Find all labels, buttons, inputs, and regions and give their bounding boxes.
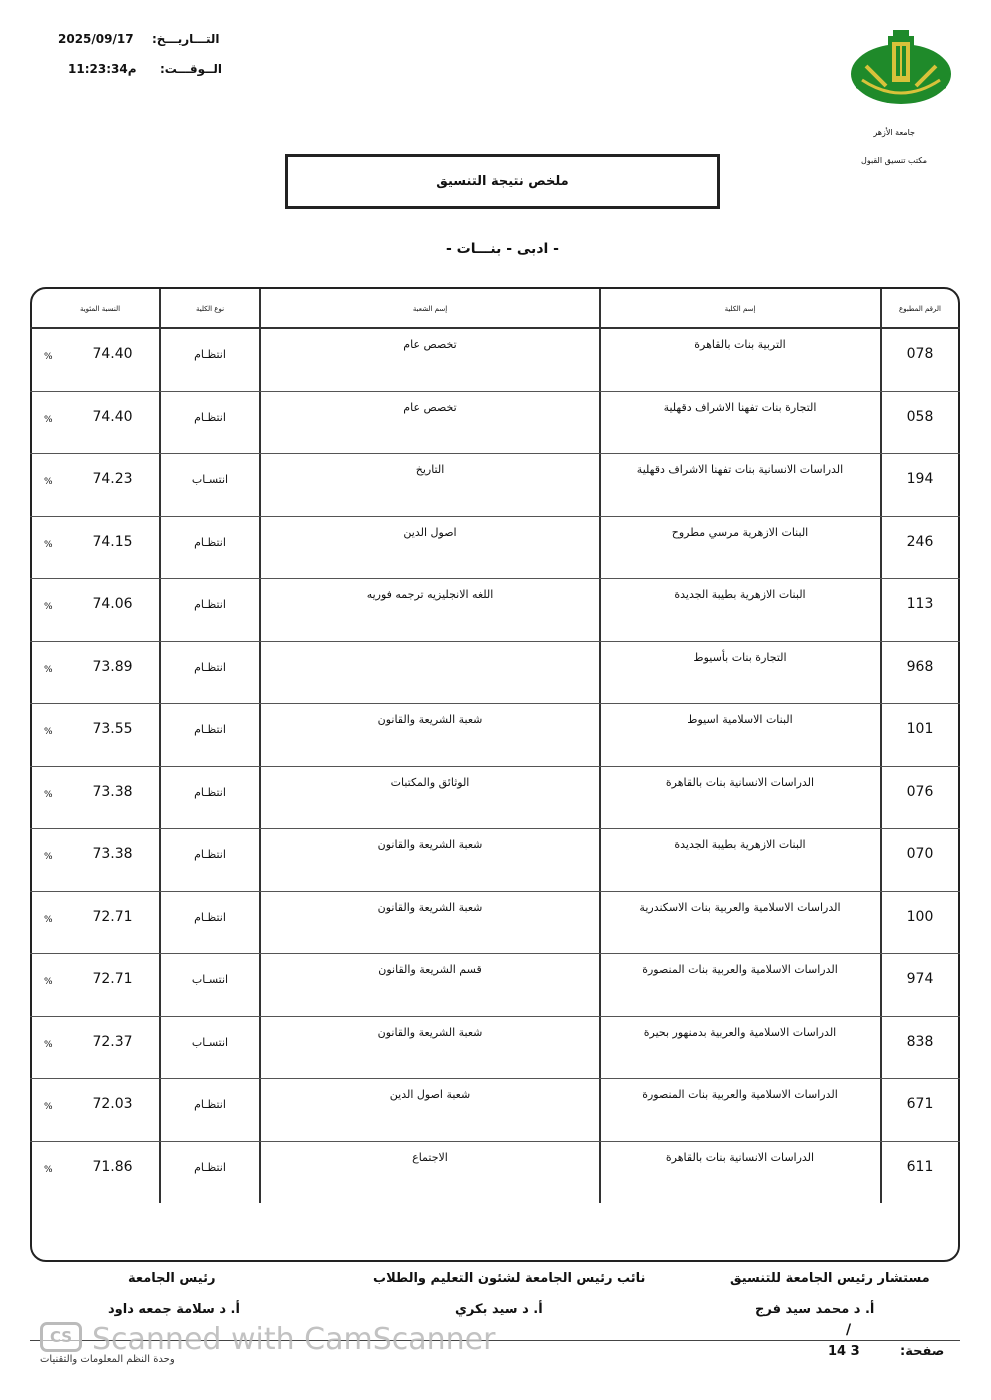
university-logo	[846, 26, 956, 118]
row-percentage: 73.55	[92, 721, 133, 737]
row-percentage: 74.06	[92, 596, 133, 612]
row-type: انتظـام	[194, 348, 226, 361]
row-branch: شعبة الشريعة والقانون	[377, 713, 483, 726]
vice-president-name: أ. د سيد بكري	[455, 1302, 543, 1317]
row-college: الدراسات الاسلامية والعربية بنات الاسكندرية	[639, 900, 841, 914]
camscanner-watermark: Scanned with CamScanner	[92, 1322, 496, 1357]
row-branch: شعبة الشريعة والقانون	[377, 1025, 483, 1039]
row-college: التجارة بنات تفهنا الاشراف دقهلية	[663, 400, 817, 414]
row-college: الدراسات الاسلامية والعربية بنات المنصورة	[642, 963, 838, 976]
row-number: 968	[906, 658, 934, 675]
row-number: 058	[906, 408, 934, 425]
row-number: 100	[906, 908, 934, 925]
table-row	[30, 766, 960, 828]
row-college: الدراسات الانسانية بنات بالقاهرة	[665, 1150, 815, 1164]
row-college: التربية بنات بالقاهرة	[694, 338, 786, 351]
row-percentage: 74.40	[92, 408, 133, 425]
row-percent-sign: %	[44, 1102, 53, 1112]
row-branch: شعبة الشريعة والقانون	[377, 838, 483, 851]
row-percent-sign: %	[44, 914, 53, 925]
row-number: 838	[906, 1033, 934, 1050]
advisor-title: مستشار رئيس الجامعة للتنسيق	[730, 1271, 930, 1286]
row-branch: شعبة الشريعة والقانون	[377, 900, 483, 914]
row-branch: اصول الدين	[403, 525, 457, 539]
row-college: الدراسات الاسلامية والعربية بنات المنصورة	[642, 1088, 838, 1101]
row-percent-sign: %	[44, 664, 53, 675]
row-percentage: 72.03	[92, 1096, 133, 1112]
row-percentage: 72.37	[92, 1033, 133, 1050]
camscanner-icon: CS	[40, 1322, 82, 1352]
row-percent-sign: %	[44, 539, 53, 550]
row-number: 611	[906, 1158, 934, 1175]
row-percentage: 74.15	[92, 533, 133, 550]
header-college: إسم الكلية	[724, 305, 756, 313]
row-number: 194	[906, 471, 934, 487]
row-number: 070	[906, 846, 934, 862]
row-college: التجارة بنات بأسيوط	[693, 650, 787, 664]
row-number: 078	[906, 346, 934, 362]
date-value: 2025/09/17	[58, 32, 134, 46]
row-percent-sign: %	[44, 602, 53, 612]
row-percentage: 72.71	[92, 908, 133, 925]
row-percent-sign: %	[44, 977, 53, 987]
row-percentage: 74.23	[92, 471, 133, 487]
table-row	[30, 391, 960, 453]
table-row	[30, 328, 960, 390]
table-row	[30, 453, 960, 515]
row-college: البنات الازهرية بطيبة الجديدة	[674, 838, 806, 851]
row-number: 076	[906, 783, 934, 800]
row-percent-sign: %	[44, 789, 53, 800]
row-type: انتظـام	[194, 723, 226, 736]
row-type: انتظـام	[194, 1160, 226, 1174]
row-type: انتظـام	[194, 598, 226, 611]
table-row	[30, 1078, 960, 1140]
row-type: انتظـام	[194, 1098, 226, 1111]
table-row	[30, 828, 960, 890]
row-type: انتظـام	[194, 535, 226, 549]
page-number: 14 3	[828, 1344, 860, 1359]
table-row	[30, 703, 960, 765]
unit-name: وحدة النظم المعلومات والتقنيات	[40, 1354, 175, 1365]
header-branch: إسم الشعبة	[412, 305, 448, 313]
row-college: البنات الازهرية مرسي مطروح	[671, 525, 809, 539]
row-college: الدراسات الاسلامية والعربية بدمنهور بحيرة	[643, 1025, 837, 1039]
table-row	[30, 578, 960, 640]
page-label: صفحة:	[900, 1344, 945, 1359]
row-type: انتسـاب	[191, 973, 229, 986]
header-pct: النسبة المئوية	[79, 305, 121, 313]
row-number: 246	[906, 533, 934, 550]
row-percentage: 73.89	[92, 658, 133, 675]
row-branch: قسم الشريعة والقانون	[378, 963, 482, 976]
row-branch: اللغه الانجليزيه ترجمه فوريه	[366, 588, 494, 601]
row-college: الدراسات الانسانية بنات بالقاهرة	[665, 775, 815, 789]
header-type: نوع الكلية	[195, 305, 225, 313]
row-type: انتظـام	[194, 785, 226, 799]
row-type: انتسـاب	[191, 1035, 229, 1049]
row-percentage: 71.86	[92, 1158, 133, 1175]
advisor-name: أ. د محمد سيد فرج	[755, 1302, 875, 1317]
table-row	[30, 1141, 960, 1203]
row-type: انتظـام	[194, 848, 226, 861]
time-value: 11:23:34م	[68, 62, 137, 76]
row-percent-sign: %	[44, 352, 53, 362]
university-name: جامعة الأزهر	[873, 128, 915, 137]
table-row	[30, 641, 960, 703]
row-percent-sign: %	[44, 1164, 53, 1175]
table-row	[30, 953, 960, 1015]
row-percent-sign: %	[44, 852, 53, 862]
row-number: 113	[906, 596, 934, 612]
table-row	[30, 516, 960, 578]
row-number: 974	[906, 971, 934, 987]
header-no: الرقم المطبوع	[899, 305, 941, 313]
row-percentage: 73.38	[92, 783, 133, 800]
row-percentage: 74.40	[92, 346, 133, 362]
row-percentage: 72.71	[92, 971, 133, 987]
document-title: ملخص نتيجة التنسيق	[285, 154, 720, 209]
table-row	[30, 891, 960, 953]
document-subtitle: - ادبى - بنـــات -	[446, 241, 559, 257]
row-percent-sign: %	[44, 727, 53, 737]
row-branch: الاجتماع	[412, 1150, 448, 1164]
row-college: البنات الازهرية بطيبة الجديدة	[674, 588, 806, 601]
row-type: انتسـاب	[191, 473, 229, 486]
row-number: 671	[906, 1096, 934, 1112]
row-branch: تخصص عام	[403, 400, 457, 414]
row-type: انتظـام	[194, 660, 226, 674]
row-percent-sign: %	[44, 477, 53, 487]
table-row	[30, 1016, 960, 1078]
office-name: مكتب تنسيق القبول	[861, 156, 927, 165]
row-college: الدراسات الانسانية بنات تفهنا الاشراف دقهلية	[636, 463, 844, 476]
row-number: 101	[906, 721, 934, 737]
row-percent-sign: %	[44, 1039, 53, 1050]
row-percentage: 73.38	[92, 846, 133, 862]
row-type: انتظـام	[194, 910, 226, 924]
president-name: أ. د سلامة جمعه داود	[108, 1302, 240, 1317]
row-type: انتظـام	[194, 410, 226, 424]
row-percent-sign: %	[44, 414, 53, 425]
row-college: البنات الاسلامية اسيوط	[687, 713, 793, 726]
row-branch: تخصص عام	[403, 338, 457, 351]
vice-president-title: نائب رئيس الجامعة لشئون التعليم والطلاب	[373, 1271, 646, 1286]
row-branch: الوثائق والمكتبات	[390, 775, 470, 789]
slash-mark: /	[846, 1322, 852, 1338]
row-branch: شعبة اصول الدين	[389, 1088, 471, 1101]
date-label: التـــاريـــخ:	[152, 32, 220, 46]
time-label: الــوقـــت:	[160, 62, 223, 76]
row-branch: التاريخ	[415, 463, 445, 476]
president-title: رئيس الجامعة	[128, 1271, 216, 1286]
